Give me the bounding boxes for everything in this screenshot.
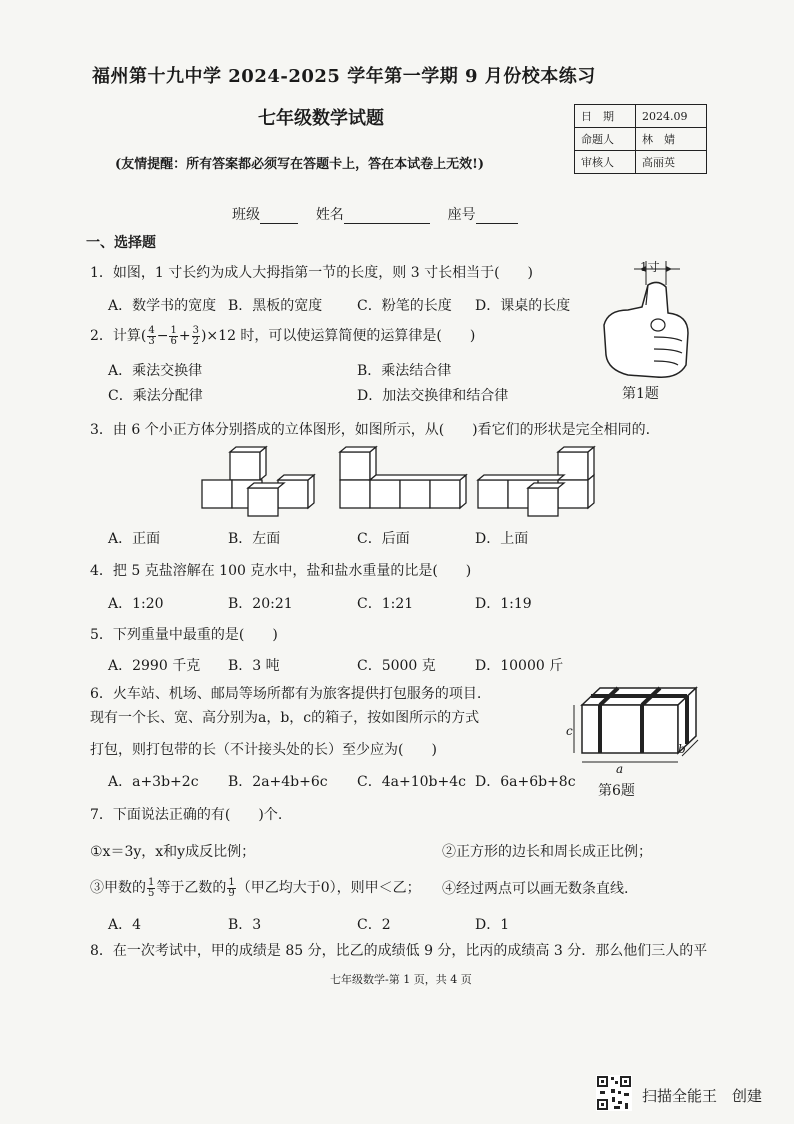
q6-figure-caption: 第6题: [598, 783, 635, 799]
q6-dim-b: b: [678, 742, 686, 756]
name-field[interactable]: [344, 223, 430, 224]
q6-dim-a: a: [616, 762, 624, 776]
q2-prefix: 2．计算(: [90, 328, 147, 344]
q7-statement-2: ②正方形的边长和周长成正比例；: [442, 844, 652, 860]
q7-option-c[interactable]: C．2: [357, 917, 391, 933]
q1-option-b[interactable]: B．黑板的宽度: [228, 298, 323, 314]
q1-figure-label: 1寸: [640, 260, 660, 274]
q6-dim-c: c: [566, 724, 573, 738]
q7-fraction-2: $\frac{1}{9}$: [228, 876, 235, 899]
q6-option-a[interactable]: A．a+3b+2c: [108, 774, 199, 790]
q5-option-a[interactable]: A．2990 千克: [108, 658, 201, 674]
q2-stem: 2．计算( $\frac{4}{3}$ − $\frac{1}{6}$ + $\frac{3}{2}$ )×12 时，可以使运算简便的运算律是( ): [90, 324, 476, 347]
answer-tip: (友情提醒：所有答案都必须写在答题卡上，答在本试卷上无效!): [115, 157, 485, 172]
q7-option-a[interactable]: A．4: [108, 917, 142, 933]
q3-stem: 3．由 6 个小正方体分别搭成的立体图形，如图所示，从( )看它们的形状是完全相同的.: [90, 422, 651, 438]
q3-option-a[interactable]: A．正面: [108, 531, 161, 547]
q6-line2: 现有一个长、宽、高分别为a，b，c的箱子，按如图所示的方式: [90, 710, 480, 726]
q6-box-figure: [560, 680, 700, 780]
q2-option-b[interactable]: B．乘法结合律: [357, 363, 452, 379]
section-title: 一、选择题: [86, 235, 156, 251]
q6-line3: 打包，则打包带的长（不计接头处的长）至少应为( ): [90, 742, 437, 758]
q5-option-c[interactable]: C．5000 克: [357, 658, 436, 674]
q1-option-c[interactable]: C．粉笔的长度: [357, 298, 452, 314]
class-label: 班级: [232, 207, 260, 223]
exam-title: 福州第十九中学 2024-2025 学年第一学期 9 月份校本练习: [92, 66, 596, 87]
q1-figure-caption: 第1题: [622, 386, 659, 402]
q1-option-d[interactable]: D．课桌的长度: [475, 298, 571, 314]
q2-fraction-2: $\frac{1}{6}$: [170, 324, 177, 347]
meta-key: 审核人: [575, 151, 636, 174]
q2-fraction-3: $\frac{3}{2}$: [192, 324, 199, 347]
q4-option-c[interactable]: C．1:21: [357, 596, 414, 612]
q7-fraction-1: $\frac{1}{5}$: [148, 876, 155, 899]
q4-option-a[interactable]: A．1:20: [108, 596, 164, 612]
meta-value: 林 婧: [636, 128, 707, 151]
student-info: [232, 204, 518, 224]
q3-cube-figures: [198, 444, 618, 522]
q5-stem: 5．下列重量中最重的是( ): [90, 627, 278, 643]
seat-field[interactable]: [476, 223, 518, 224]
q7-stem: 7．下面说法正确的有( )个.: [90, 807, 283, 823]
meta-key: 日 期: [575, 105, 636, 128]
q1-option-a[interactable]: A．数学书的宽度: [108, 298, 217, 314]
q5-option-b[interactable]: B．3 吨: [228, 658, 280, 674]
q7-statement-4: ④经过两点可以画无数条直线.: [442, 881, 629, 897]
q6-line1: 6．火车站、机场、邮局等场所都有为旅客提供打包服务的项目.: [90, 686, 482, 702]
q7-option-d[interactable]: D．1: [475, 917, 510, 933]
qr-code-icon: [596, 1075, 632, 1111]
q2-suffix: )×12 时，可以使运算简便的运算律是( ): [200, 328, 476, 344]
q3-option-c[interactable]: C．后面: [357, 531, 410, 547]
q1-stem: 1．如图，1 寸长约为成人大拇指第一节的长度，则 3 寸长相当于( ): [90, 265, 533, 281]
q5-option-d[interactable]: D．10000 斤: [475, 658, 564, 674]
q4-option-d[interactable]: D．1:19: [475, 596, 532, 612]
meta-value: 2024.09: [636, 105, 707, 128]
meta-value: 高丽英: [636, 151, 707, 174]
q7-option-b[interactable]: B．3: [228, 917, 262, 933]
q7-statement-3: ③甲数的 $\frac{1}{5}$ 等于乙数的 $\frac{1}{9}$ （甲乙均大于0），则甲＜乙；: [90, 876, 421, 899]
q6-option-d[interactable]: D．6a+6b+8c: [475, 774, 576, 790]
seat-label: 座号: [447, 207, 476, 223]
q3-option-b[interactable]: B．左面: [228, 531, 281, 547]
q7-statement-1: ①x＝3y，x和y成反比例；: [90, 844, 256, 860]
q2-option-a[interactable]: A．乘法交换律: [108, 363, 203, 379]
q3-option-d[interactable]: D．上面: [475, 531, 529, 547]
name-label: 姓名: [315, 207, 344, 223]
q8-stem: 8．在一次考试中，甲的成绩是 85 分，比乙的成绩低 9 分，比丙的成绩高 3 分．那么他们三人的平: [90, 943, 708, 959]
page-footer: 七年级数学-第 1 页，共 4 页: [330, 973, 472, 986]
q4-option-b[interactable]: B．20:21: [228, 596, 293, 612]
q2-option-c[interactable]: C．乘法分配律: [108, 388, 203, 404]
q4-stem: 4．把 5 克盐溶解在 100 克水中，盐和盐水重量的比是( ): [90, 563, 472, 579]
class-field[interactable]: [260, 223, 298, 224]
scanner-brand: 扫描全能王 创建: [642, 1087, 763, 1105]
q6-option-c[interactable]: C．4a+10b+4c: [357, 774, 466, 790]
q2-fraction-1: $\frac{4}{3}$: [148, 324, 155, 347]
meta-table: [574, 104, 707, 174]
meta-key: 命题人: [575, 128, 636, 151]
exam-subtitle: 七年级数学试题: [258, 108, 384, 129]
q2-option-d[interactable]: D．加法交换律和结合律: [357, 388, 509, 404]
q6-option-b[interactable]: B．2a+4b+6c: [228, 774, 328, 790]
